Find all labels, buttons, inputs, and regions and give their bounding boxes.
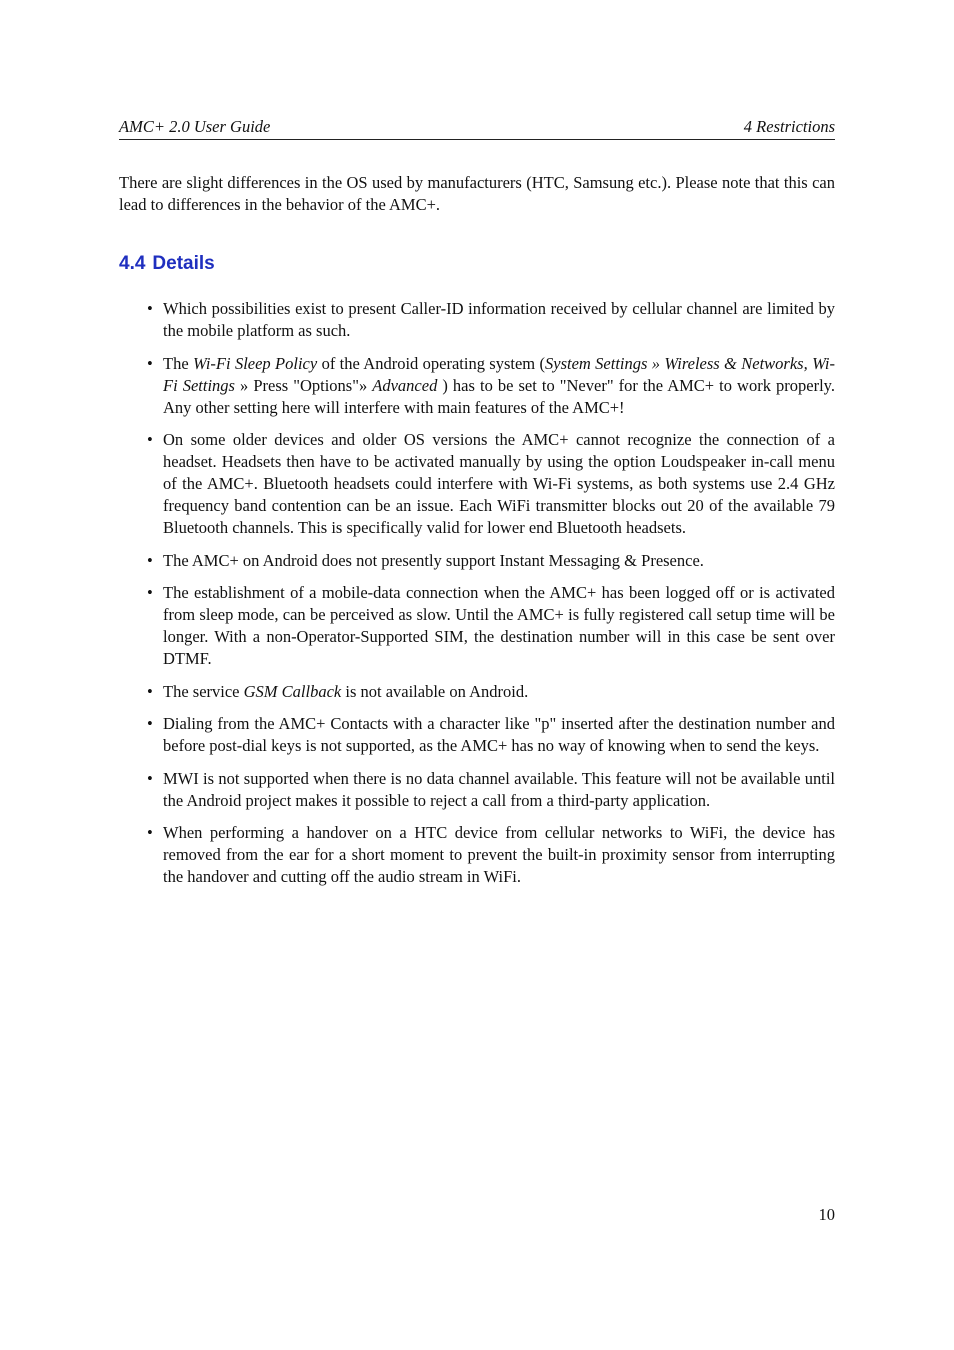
list-item <box>119 550 835 572</box>
body-text <box>119 172 835 899</box>
setting-name: Wi-Fi Sleep Policy <box>193 353 318 373</box>
bullet-icon: • <box>147 299 153 318</box>
bullet-icon: • <box>147 823 153 842</box>
settings-path: System Settings » Wireless & Networks, Wi-Fi Settings <box>163 353 835 395</box>
list-item-text: The AMC+ on Android does not presently support Instant Messaging & Presence. <box>163 550 704 570</box>
list-item-text: When performing a handover on a HTC device from cellular networks to WiFi, the device has removed from the ear for a short moment to prevent the built-in proximity sensor from interrupting the handover and cutting off the audio stream in WiFi. <box>163 823 835 886</box>
list-item-text: of the Android operating system ( <box>317 353 545 373</box>
list-item <box>119 768 835 812</box>
service-name: GSM Callback <box>243 681 342 701</box>
list-item <box>119 582 835 670</box>
header-chapter-title: 4 Restrictions <box>743 117 835 136</box>
list-item <box>119 298 835 342</box>
page-number: 10 <box>818 1205 835 1224</box>
intro-paragraph: There are slight differences in the OS used by manufacturers (HTC, Samsung etc.). Please note that this can lead to differences in the behavior of the AMC+. <box>119 173 835 214</box>
running-header <box>119 117 835 140</box>
list-item <box>119 713 835 757</box>
bullet-icon: • <box>147 714 153 733</box>
details-bullet-list <box>119 298 835 888</box>
bullet-icon: • <box>147 353 153 373</box>
bullet-icon: • <box>147 583 153 602</box>
list-item-text: MWI is not supported when there is no data channel available. This feature will not be available until the Android project makes it possible to reject a call from a third-party application. <box>163 768 835 810</box>
list-item <box>119 353 835 419</box>
list-item-text: On some older devices and older OS versions the AMC+ cannot recognize the connection of a headset. Headsets then have to be activated manually by using the option Loudspeaker in-call menu of the AMC+. Bluetooth headsets could interfere with Wi-Fi systems, as both systems use 2.4 GHz frequency band contention can be an issue. Each WiFi transmitter blocks out 20 of the available 79 Bluetooth channels. This is specifically valid for lower end Bluetooth headsets. <box>163 430 835 537</box>
list-item-text: Dialing from the AMC+ Contacts with a character like "p" inserted after the destination number and before post-dial keys is not supported, as the AMC+ has no way of knowing when to send the keys. <box>163 714 835 755</box>
list-item-text: The establishment of a mobile-data connection when the AMC+ has been logged off or is activated from sleep mode, can be perceived as slow. Until the AMC+ is fully registered call setup time will be longer. With a non-Operator-Supported SIM, the destination number will in this case be sent over DTMF. <box>163 583 835 668</box>
list-item <box>119 822 835 888</box>
section-heading <box>119 252 835 276</box>
list-item-text: The <box>163 353 194 373</box>
bullet-icon: • <box>147 550 153 570</box>
bullet-icon: • <box>147 681 153 701</box>
section-number: 4.4 <box>119 253 146 274</box>
bullet-icon: • <box>147 430 153 449</box>
list-item-text: ) has to be set to "Never" for the AMC+ to work properly. Any other setting here will interfere with main features of the AMC+! <box>163 375 835 417</box>
section-title: Details <box>152 253 215 274</box>
header-document-title: AMC+ 2.0 User Guide <box>119 117 271 136</box>
list-item-text: » Press "Options"» <box>234 375 373 395</box>
bullet-icon: • <box>147 768 153 788</box>
document-page <box>119 0 835 1350</box>
list-item-text: Which possibilities exist to present Caller-ID information received by cellular channel are limited by the mobile platform as such. <box>163 299 835 340</box>
list-item <box>119 681 835 703</box>
settings-path-advanced: Advanced <box>372 375 438 395</box>
list-item-text: The service <box>163 681 244 701</box>
list-item <box>119 429 835 539</box>
list-item-text: is not available on Android. <box>341 681 529 701</box>
